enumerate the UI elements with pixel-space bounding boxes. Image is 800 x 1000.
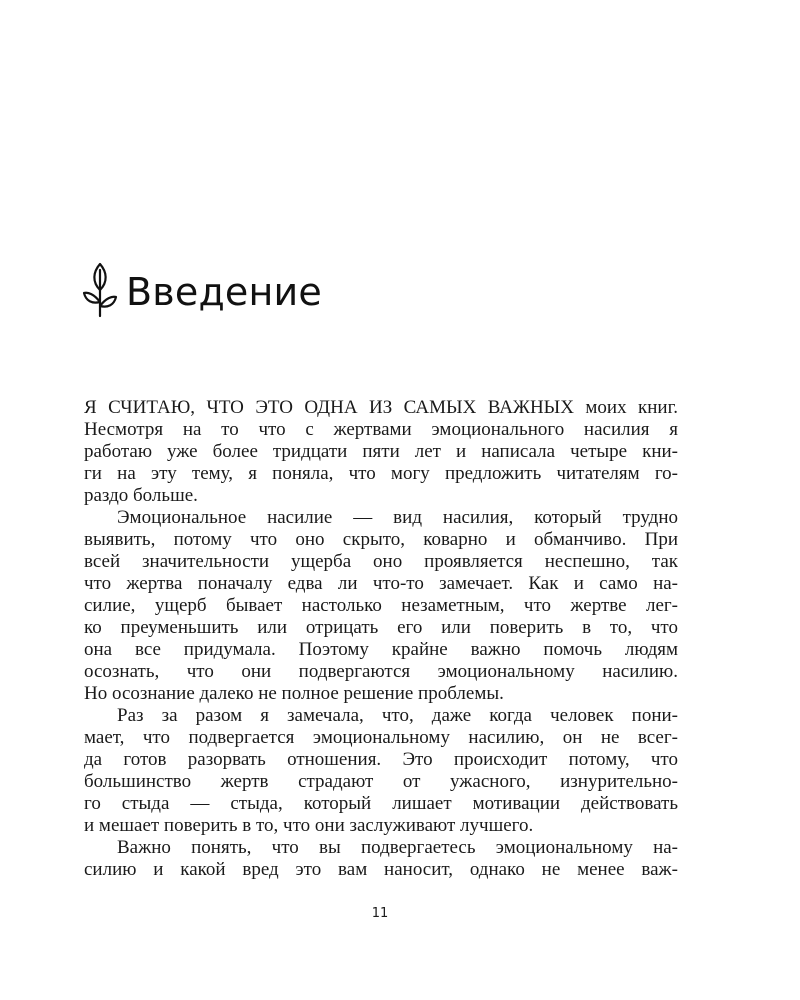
text-line: всей значительности ущерба оно проявляется неспешно, так xyxy=(84,551,678,572)
text-line: она все придумала. Поэтому крайне важно помочь людям xyxy=(84,639,678,660)
text-line: Эмоциональное насилие — вид насилия, который трудно xyxy=(117,507,678,528)
page-number: 11 xyxy=(371,906,389,921)
text-line: го стыда — стыда, который лишает мотивации действовать xyxy=(84,793,678,814)
text-line: осознать, что они подвергаются эмоциональному насилию. xyxy=(84,661,678,682)
text-line: мает, что подвергается эмоциональному насилию, он не всег- xyxy=(84,727,678,748)
text-line: и мешает поверить в то, что они заслуживают лучшего. xyxy=(84,815,534,836)
text-line: что жертва поначалу едва ли что-то замечает. Как и само на- xyxy=(84,573,678,594)
text-line: большинство жертв страдают от ужасного, изнурительно- xyxy=(84,771,678,792)
text-line: силию и какой вред это вам наносит, однако не менее важ- xyxy=(84,859,678,880)
paragraph-2 xyxy=(84,507,678,705)
text-line: раздо больше. xyxy=(84,485,198,506)
body-text xyxy=(84,397,678,881)
leaf-sprout-icon xyxy=(82,260,118,320)
text-line: Важно понять, что вы подвергаетесь эмоциональному на- xyxy=(117,837,678,858)
text-line: выявить, потому что оно скрыто, коварно и обманчиво. При xyxy=(84,529,678,550)
text-line: ко преуменьшить или отрицать его или поверить в то, что xyxy=(84,617,678,638)
text-line: Я СЧИТАЮ, ЧТО ЭТО ОДНА ИЗ САМЫХ ВАЖНЫХ моих книг. xyxy=(84,397,678,418)
text-line: работаю уже более тридцати пяти лет и написала четыре кни- xyxy=(84,441,678,462)
text-line: да готов разорвать отношения. Это происходит потому, что xyxy=(84,749,678,770)
text-line: Раз за разом я замечала, что, даже когда человек пони- xyxy=(117,705,678,726)
chapter-title: Введение xyxy=(126,270,323,314)
paragraph-1 xyxy=(84,397,678,507)
paragraph-4 xyxy=(84,837,678,881)
text-line: Но осознание далеко не полное решение проблемы. xyxy=(84,683,504,704)
paragraph-3 xyxy=(84,705,678,837)
chapter-heading xyxy=(82,258,322,322)
text-line: силие, ущерб бывает настолько незаметным, что жертве лег- xyxy=(84,595,678,616)
text-line: ги на эту тему, я поняла, что могу предложить читателям го- xyxy=(84,463,678,484)
text-line: Несмотря на то что с жертвами эмоционального насилия я xyxy=(84,419,678,440)
